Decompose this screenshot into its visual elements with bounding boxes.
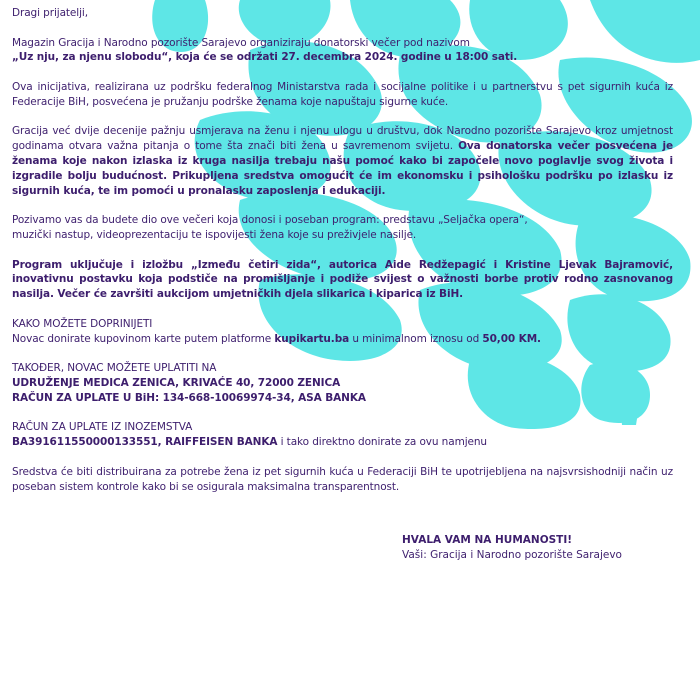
initiative-paragraph: Ova inicijativa, realizirana uz podršku federalnog Ministarstva rada i socijalne politike i u partnerstvu s pet sigurnih kuća iz Federacije BiH, posvećena je pružanju podrške ženama koje napuštaju sigurne kuće. [12, 80, 673, 108]
minimum-amount: 50,00 KM. [482, 332, 541, 345]
program-text: Program uključuje i izložbu „Između četiri zida“, autorica Aide Redžepagić i Kristine Ljevak Bajramović, inovativnu postavku koja podstiče na promišljanje i podiže svijest o važnosti borbe protiv rodno zasnovanog nasilja. Večer će završiti aukcijom umjetničkih djela slikarica i kiparica iz BiH. [12, 258, 673, 301]
how-prefix: Novac donirate kupovinom karte putem platforme [12, 332, 275, 345]
signature: Vaši: Gracija i Narodno pozorište Sarajevo [402, 548, 622, 561]
invitation-paragraph [12, 213, 673, 243]
domestic-account: RAČUN ZA UPLATE U BiH: 134-668-10069974-34, ASA BANKA [12, 391, 366, 404]
mission-plain: Gracija već dvije decenije pažnju usmjerava na ženu i njenu ulogu u društvu, dok Narodno pozorište Sarajevo kroz umjetnost godinama otvara važna pitanja o tome šta znači biti žena u savremenom svijetu. [12, 125, 673, 153]
how-to-contribute [12, 317, 673, 347]
also-heading: TAKOĐER, NOVAC MOŽETE UPLATITI NA [12, 362, 217, 375]
foreign-heading: RAČUN ZA UPLATE IZ INOZEMSTVA [12, 421, 193, 434]
foreign-payment [12, 420, 673, 450]
domestic-payment [12, 361, 673, 405]
program-paragraph [12, 258, 673, 302]
mission-bold: Ova donatorska večer posvećena je ženama koje nakon izlaska iz kruga nasilja trebaju našu pomoć kako bi započele novo poglavlje svog života i izgradile bolju budućnost. Prikupljena sredstva omogućit će im ekonomsku i psihološku podršku po izlasku iz sigurnih kuća, te im pomoći u pronalasku zaposlenja i edukaciji. [12, 140, 673, 197]
platform-link[interactable]: kupikartu.ba [274, 332, 350, 345]
how-middle: u minimalnom iznosu od [349, 332, 483, 345]
how-heading: KAKO MOŽETE DOPRINIJETI [12, 317, 153, 330]
invitation-line-1: Pozivamo vas da budete dio ove večeri koja donosi i poseban program: predstavu „Seljačka opera“, [12, 214, 528, 227]
intro-line: Magazin Gracija i Narodno pozorište Sarajevo organiziraju donatorski večer pod nazivom [12, 36, 470, 49]
intro-paragraph [12, 36, 673, 66]
closing-paragraph: Sredstva će biti distribuirana za potrebe žena iz pet sigurnih kuća u Federaciji BiH te upotrijebljena na najsvrsishodniji način uz poseban sistem kontrole kako bi se osigurala maksimalna transparentnost. [12, 465, 673, 493]
foreign-account: BA391611550000133551, RAIFFEISEN BANKA [12, 436, 278, 449]
greeting: Dragi prijatelji, [12, 7, 88, 19]
foreign-suffix: i tako direktno donirate za ovu namjenu [277, 436, 487, 449]
organization-address: UDRUŽENJE MEDICA ZENICA, KRIVAĆE 40, 72000 ZENICA [12, 376, 341, 389]
letter-body [12, 6, 673, 509]
signature-block [402, 533, 622, 563]
mission-paragraph [12, 124, 673, 198]
thanks-line: HVALA VAM NA HUMANOSTI! [402, 534, 573, 546]
event-title: „Uz nju, za njenu slobodu“, koja će se održati 27. decembra 2024. godine u 18:00 sati. [12, 51, 518, 64]
invitation-line-2: muzički nastup, videoprezentaciju te ispovijesti žena koje su preživjele nasilje. [12, 228, 417, 241]
